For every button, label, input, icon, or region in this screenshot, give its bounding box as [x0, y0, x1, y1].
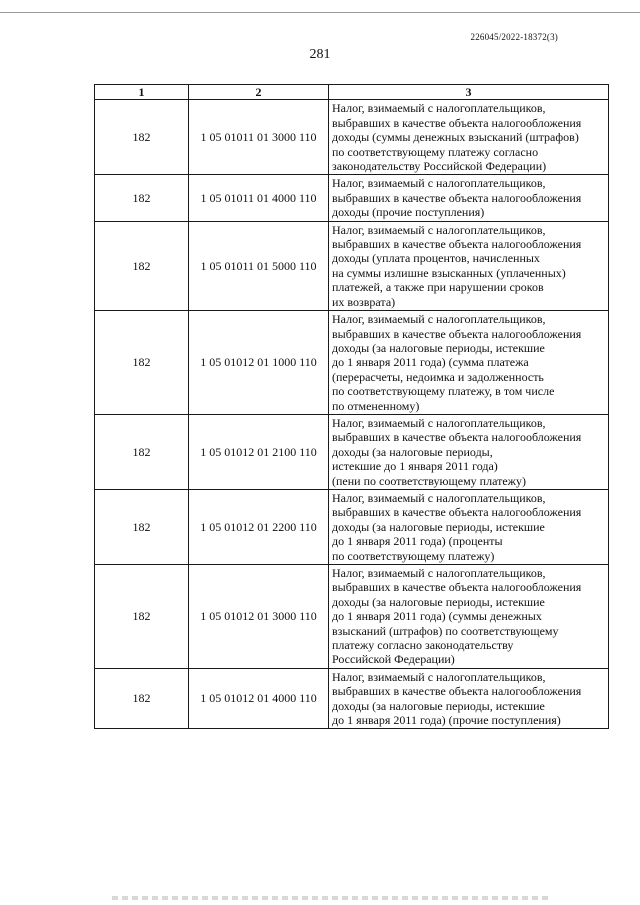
description-cell [329, 221, 609, 310]
description-line: выбравших в качестве объекта налогообложения [332, 190, 582, 205]
description-line: выбравших в качестве объекта налогообложения [332, 115, 582, 130]
description-line: до 1 января 2011 года) (сумма платежа [332, 355, 529, 370]
description-cell [329, 565, 609, 669]
table-row [95, 668, 609, 729]
admin-code-cell: 182 [95, 311, 189, 415]
table-header-row [95, 85, 609, 100]
admin-code-cell: 182 [95, 489, 189, 564]
column-header-3: 3 [329, 85, 609, 100]
admin-code-cell: 182 [95, 221, 189, 310]
description-line: по соответствующему платежу, в том числе [332, 384, 555, 399]
description-line: доходы (за налоговые периоды, истекшие [332, 698, 545, 713]
budget-classification-code-cell: 1 05 01011 01 4000 110 [189, 175, 329, 221]
budget-classification-code-cell: 1 05 01012 01 1000 110 [189, 311, 329, 415]
description-line: законодательству Российской Федерации) [332, 159, 547, 174]
page-number: 281 [309, 47, 331, 62]
table-body [95, 100, 609, 729]
description-line: их возврата) [332, 294, 396, 309]
description-cell [329, 175, 609, 221]
description-line: Российской Федерации) [332, 652, 455, 667]
description-line: выбравших в качестве объекта налогообложения [332, 580, 582, 595]
description-line: выбравших в качестве объекта налогообложения [332, 430, 582, 445]
table-row [95, 414, 609, 489]
description-line: выбравших в качестве объекта налогообложения [332, 684, 582, 699]
table-row [95, 565, 609, 669]
description-cell [329, 668, 609, 729]
budget-classification-code-cell: 1 05 01012 01 2200 110 [189, 489, 329, 564]
description-line: по отмененному) [332, 398, 420, 413]
table-row [95, 175, 609, 221]
description-line: Налог, взимаемый с налогоплательщиков, [332, 490, 546, 505]
description-line: выбравших в качестве объекта налогообложения [332, 505, 582, 520]
description-line: доходы (за налоговые периоды, истекшие [332, 519, 545, 534]
description-cell [329, 489, 609, 564]
admin-code-cell: 182 [95, 414, 189, 489]
description-line: доходы (за налоговые периоды, [332, 444, 493, 459]
description-line: выбравших в качестве объекта налогообложения [332, 237, 582, 252]
description-cell [329, 311, 609, 415]
description-line: Налог, взимаемый с налогоплательщиков, [332, 566, 546, 580]
budget-classification-code-cell: 1 05 01012 01 3000 110 [189, 565, 329, 669]
description-line: до 1 января 2011 года) (прочие поступления) [332, 713, 561, 728]
description-line: доходы (суммы денежных взысканий (штрафов) [332, 130, 579, 145]
description-line: Налог, взимаемый с налогоплательщиков, [332, 415, 546, 430]
description-line: Налог, взимаемый с налогоплательщиков, [332, 312, 546, 327]
bottom-scan-artifact [112, 896, 552, 900]
admin-code-cell: 182 [95, 175, 189, 221]
description-line: истекшие до 1 января 2011 года) [332, 459, 498, 474]
budget-codes-table [94, 84, 609, 729]
table-row [95, 100, 609, 175]
description-line: Налог, взимаемый с налогоплательщиков, [332, 222, 546, 237]
column-header-1: 1 [95, 85, 189, 100]
description-line: на суммы излишне взысканных (уплаченных) [332, 265, 566, 280]
admin-code-cell: 182 [95, 100, 189, 175]
budget-classification-code-cell: 1 05 01011 01 3000 110 [189, 100, 329, 175]
budget-classification-code-cell: 1 05 01011 01 5000 110 [189, 221, 329, 310]
table-row [95, 311, 609, 415]
description-cell [329, 100, 609, 175]
description-line: до 1 января 2011 года) (суммы денежных [332, 609, 542, 624]
description-line: платежу согласно законодательству [332, 638, 514, 653]
table-row [95, 489, 609, 564]
top-edge-rule [0, 12, 640, 13]
description-line: Налог, взимаемый с налогоплательщиков, [332, 176, 546, 191]
description-line: (пени по соответствующему платежу) [332, 473, 526, 488]
description-line: Налог, взимаемый с налогоплательщиков, [332, 101, 546, 116]
admin-code-cell: 182 [95, 668, 189, 729]
description-line: доходы (уплата процентов, начисленных [332, 251, 540, 266]
admin-code-cell: 182 [95, 565, 189, 669]
description-line: доходы (прочие поступления) [332, 205, 485, 220]
description-line: выбравших в качестве объекта налогообложения [332, 326, 582, 341]
description-line: взысканий (штрафов) по соответствующему [332, 623, 559, 638]
description-line: по соответствующему платежу согласно [332, 144, 539, 159]
description-line: до 1 января 2011 года) (проценты [332, 534, 503, 549]
description-line: доходы (за налоговые периоды, истекшие [332, 594, 545, 609]
description-line: доходы (за налоговые периоды, истекшие [332, 340, 545, 355]
table-row [95, 221, 609, 310]
column-header-2: 2 [189, 85, 329, 100]
description-line: платежей, а также при нарушении сроков [332, 280, 544, 295]
description-line: по соответствующему платежу) [332, 548, 495, 563]
description-line: (перерасчеты, недоимка и задолженность [332, 369, 544, 384]
description-cell [329, 414, 609, 489]
budget-classification-code-cell: 1 05 01012 01 2100 110 [189, 414, 329, 489]
description-line: Налог, взимаемый с налогоплательщиков, [332, 669, 546, 684]
document-number: 226045/2022-18372(3) [470, 32, 558, 42]
budget-classification-code-cell: 1 05 01012 01 4000 110 [189, 668, 329, 729]
